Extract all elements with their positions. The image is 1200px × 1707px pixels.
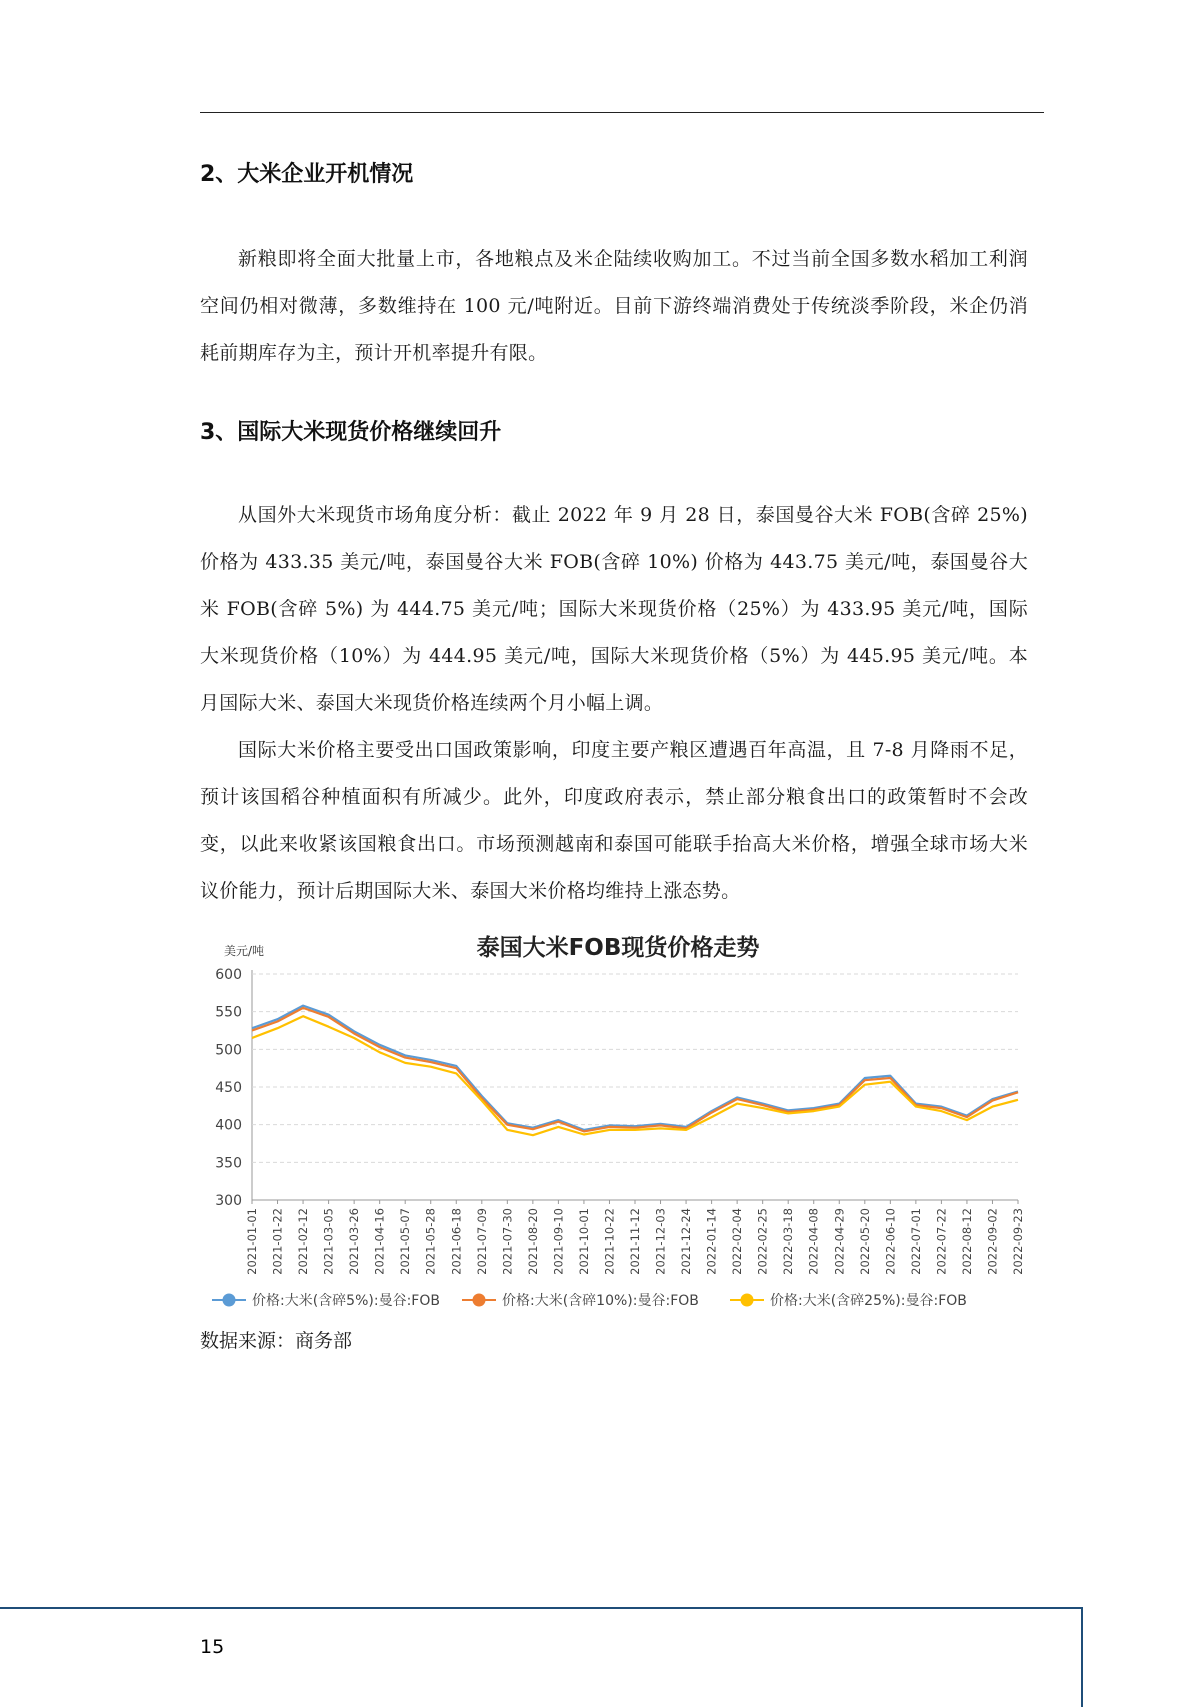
header-rule <box>200 112 1044 113</box>
x-tick-label: 2021-12-24 <box>679 1208 694 1275</box>
y-tick-label: 550 <box>215 1004 242 1021</box>
x-tick-label: 2021-05-07 <box>398 1208 413 1275</box>
x-tick-label: 2021-03-26 <box>347 1208 362 1275</box>
x-tick-label: 2021-04-16 <box>372 1208 387 1275</box>
legend-marker <box>473 1294 486 1307</box>
legend-label: 价格:大米(含碎10%):曼谷:FOB <box>502 1293 699 1309</box>
chart-title: 泰国大米FOB现货价格走势 <box>476 935 760 961</box>
paragraph-3: 国际大米价格主要受出口国政策影响，印度主要产粮区遭遇百年高温，且 7-8 月降雨不足，预计该国稻谷种植面积有所减少。此外，印度政府表示，禁止部分粮食出口的政策暂时不会改变，以此来收紧该国粮食出口。市场预测越南和泰国可能联手抬高大米价格，增强全球市场大米议价能力，预计后期国际大米、泰国大米价格均维持上涨态势。 <box>200 739 1028 902</box>
chart-y-axis-label: 美元/吨 <box>224 944 265 958</box>
x-tick-label: 2021-10-01 <box>576 1208 591 1275</box>
x-tick-label: 2022-02-04 <box>730 1208 745 1275</box>
x-tick-label: 2022-07-22 <box>934 1208 949 1275</box>
price-chart-svg <box>200 922 1036 1317</box>
x-tick-label: 2021-06-18 <box>449 1208 464 1275</box>
x-tick-label: 2021-05-28 <box>423 1208 438 1275</box>
x-tick-label: 2022-09-23 <box>1011 1208 1025 1275</box>
section-heading-2: 2、大米企业开机情况 <box>200 162 414 187</box>
legend-label: 价格:大米(含碎5%):曼谷:FOB <box>252 1293 440 1309</box>
series-line-2 <box>252 1008 1018 1132</box>
series-line-1 <box>252 1006 1018 1130</box>
x-tick-label: 2022-03-18 <box>781 1208 796 1275</box>
legend-label: 价格:大米(含碎25%):曼谷:FOB <box>770 1293 967 1309</box>
series-line-3 <box>252 1016 1018 1135</box>
price-chart <box>200 922 1036 1317</box>
x-tick-label: 2022-09-02 <box>985 1208 1000 1275</box>
x-tick-label: 2022-08-12 <box>959 1208 974 1275</box>
paragraph-1: 新粮即将全面大批量上市，各地粮点及米企陆续收购加工。不过当前全国多数水稻加工利润空间仍相对微薄，多数维持在 100 元/吨附近。目前下游终端消费处于传统淡季阶段，米企仍消耗前期库存为主，预计开机率提升有限。 <box>200 248 1028 364</box>
x-tick-label: 2022-04-29 <box>832 1208 847 1275</box>
x-tick-label: 2021-11-12 <box>628 1208 642 1275</box>
x-tick-label: 2022-05-20 <box>857 1208 872 1275</box>
x-tick-label: 2022-01-14 <box>704 1208 719 1275</box>
y-tick-label: 450 <box>215 1080 242 1096</box>
x-tick-label: 2021-10-22 <box>602 1208 617 1275</box>
x-tick-label: 2021-12-03 <box>653 1208 668 1275</box>
x-tick-label: 2021-03-05 <box>321 1208 336 1275</box>
x-tick-label: 2021-07-30 <box>500 1208 515 1275</box>
x-tick-label: 2022-06-10 <box>883 1208 898 1275</box>
x-tick-label: 2021-01-01 <box>245 1208 259 1275</box>
x-tick-label: 2022-02-25 <box>755 1208 770 1275</box>
x-tick-label: 2021-01-22 <box>270 1208 285 1275</box>
section-heading-3: 3、国际大米现货价格继续回升 <box>200 420 502 445</box>
legend-marker <box>223 1294 236 1307</box>
x-tick-label: 2021-09-10 <box>551 1208 566 1275</box>
paragraph-2: 从国外大米现货市场角度分析：截止 2022 年 9 月 28 日，泰国曼谷大米 FOB(含碎 25%) 价格为 433.35 美元/吨，泰国曼谷大米 FOB(含碎 10%) 价格为 443.75 美元/吨，泰国曼谷大米 FOB(含碎 5%) 为 444.75 美元/吨；国际大米现货价格（25%）为 433.95 美元/吨，国际大米现货价格（10%）为 444.95 美元/吨，国际大米现货价格（5%）为 445.95 美元/吨。本月国际大米、泰国大米现货价格连续两个月小幅上调。 <box>200 504 1028 714</box>
y-tick-label: 300 <box>215 1193 242 1209</box>
data-source-note: 数据来源：商务部 <box>200 1330 353 1352</box>
y-tick-label: 400 <box>215 1117 242 1134</box>
x-tick-label: 2021-02-12 <box>296 1208 311 1275</box>
y-tick-label: 500 <box>215 1042 242 1059</box>
footer-frame <box>0 1607 1083 1707</box>
x-tick-label: 2022-04-08 <box>806 1208 821 1275</box>
y-tick-label: 600 <box>215 967 242 983</box>
x-tick-label: 2022-07-01 <box>908 1208 923 1275</box>
x-tick-label: 2021-08-20 <box>525 1208 540 1275</box>
legend-marker <box>741 1294 754 1307</box>
y-tick-label: 350 <box>215 1155 242 1172</box>
page-number: 15 <box>200 1636 225 1658</box>
x-tick-label: 2021-07-09 <box>474 1208 489 1275</box>
